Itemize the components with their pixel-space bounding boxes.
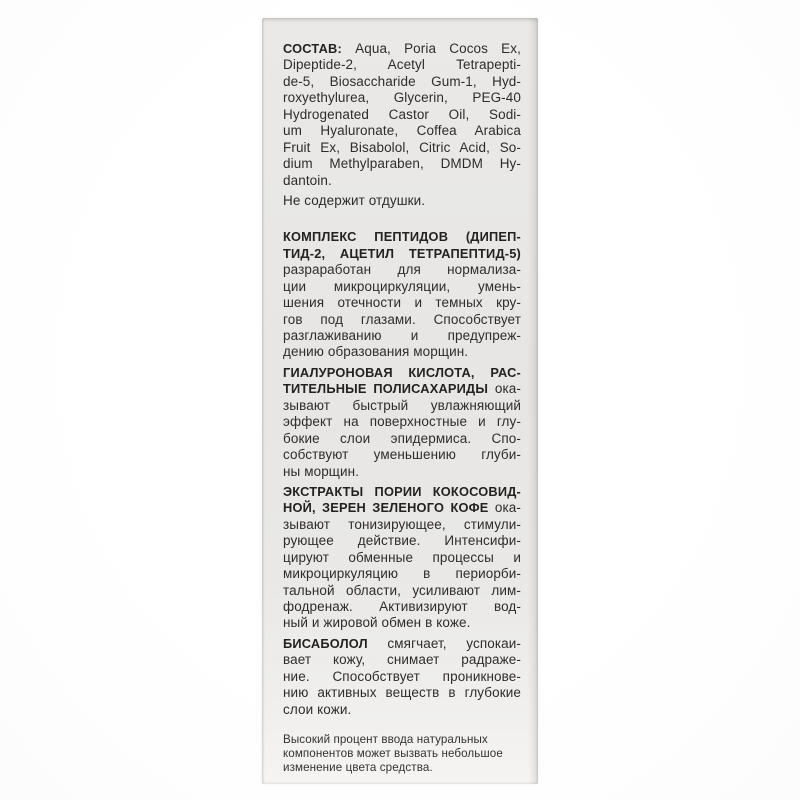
text-line xyxy=(283,344,521,360)
bold-text: СОСТАВ: xyxy=(283,41,342,56)
body-text: микроциркуляцию в периорби- xyxy=(283,566,521,582)
body-text: фодренаж. Активизируют вод- xyxy=(283,599,521,614)
text-line xyxy=(283,484,521,500)
ingredients-panel-text xyxy=(283,41,521,775)
body-text: ны морщин. xyxy=(283,463,360,479)
text-line xyxy=(283,550,521,566)
body-text: зывают тонизирующее, стимули- xyxy=(283,516,521,532)
body-text: шения отечности и темных кру- xyxy=(283,295,521,311)
body-text: цируют обменные процессы и xyxy=(283,549,521,565)
section-bisabolol xyxy=(283,636,521,718)
body-text: тальной области, усиливают лим- xyxy=(283,582,521,598)
text-line xyxy=(283,652,521,668)
footnote-line: изменение цвета средства. xyxy=(283,761,433,775)
body-text: dantoin. xyxy=(283,172,332,188)
body-text: Fruit Ex, Bisabolol, Citric Acid, So- xyxy=(283,139,521,155)
section-composition xyxy=(283,41,521,189)
bold-text: ГИАЛУРОНОВАЯ КИСЛОТА, РАС- xyxy=(283,364,521,380)
text-line xyxy=(283,156,521,172)
text-line xyxy=(283,669,521,685)
footnote-line: компонентов может вызвать небольшое xyxy=(283,747,503,761)
text-line xyxy=(283,279,521,295)
body-text: ный и жировой обмен в коже. xyxy=(283,615,471,631)
body-text: слои кожи. xyxy=(283,701,352,717)
text-line xyxy=(283,583,521,599)
text-line xyxy=(283,414,521,430)
text-line xyxy=(283,328,521,344)
text-line xyxy=(283,295,521,311)
bold-text: ТИТЕЛЬНЫЕ ПОЛИСАХАРИДЫ xyxy=(283,381,489,397)
text-line xyxy=(283,312,521,328)
text-line xyxy=(283,246,521,262)
text-line xyxy=(283,41,521,57)
body-text: ние. Способствует проникнове- xyxy=(283,668,521,684)
body-text: рующее действие. Интенсифи- xyxy=(283,533,521,549)
bold-text: КОМПЛЕКС ПЕПТИДОВ (ДИПЕП- xyxy=(283,229,521,245)
section-peptide-complex xyxy=(283,229,521,361)
footnote-line: Высокий процент ввода натуральных xyxy=(283,733,488,747)
text-line xyxy=(283,464,521,480)
body-text: эффект на поверхностные и глу- xyxy=(283,414,521,430)
body-text: de-5, Biosaccharide Gum-1, Hyd- xyxy=(283,73,521,89)
body-text: ции микроциркуляции, умень- xyxy=(283,278,521,294)
body-text: ока- xyxy=(488,381,521,397)
text-line xyxy=(283,533,521,549)
text-line xyxy=(283,566,521,582)
text-line xyxy=(283,193,521,209)
bold-text: ТИД-2, АЦЕТИЛ ТЕТРАПЕПТИД-5) xyxy=(283,245,521,261)
body-text: разраработан для нормализа- xyxy=(283,262,521,278)
body-text: разглаживанию и предупреж- xyxy=(283,328,521,343)
body-text: зывают быстрый увлажняющий xyxy=(283,397,521,413)
body-text: вает кожу, снимает радраже- xyxy=(283,652,521,668)
text-line xyxy=(283,107,521,123)
text-line xyxy=(283,173,521,189)
text-line xyxy=(283,262,521,278)
body-text: ока- xyxy=(488,500,521,516)
text-line xyxy=(283,74,521,90)
bold-text: БИСАБОЛОЛ xyxy=(283,635,368,651)
body-text: Hydrogenated Castor Oil, Sodi- xyxy=(283,106,521,122)
body-text: дению образования морщин. xyxy=(283,344,469,360)
text-line xyxy=(283,500,521,516)
body-text: нию активных веществ в глубокие xyxy=(283,685,521,701)
text-line xyxy=(283,90,521,106)
body-text: roxyethylurea, Glycerin, PEG-40 xyxy=(283,90,521,106)
body-text: um Hyaluronate, Coffea Arabica xyxy=(283,123,521,139)
body-text: Dipeptide-2, Acetyl Tetrapepti- xyxy=(283,57,521,73)
body-text: dium Methylparaben, DMDM Hy- xyxy=(283,156,521,172)
text-line xyxy=(283,615,521,631)
section-poria-coffee-extracts xyxy=(283,484,521,632)
text-line xyxy=(283,398,521,414)
body-text: смягчает, успокаи- xyxy=(367,635,521,651)
bold-text: НОЙ, ЗЕРЕН ЗЕЛЕНОГО КОФЕ xyxy=(283,500,489,516)
section-hyaluronic-acid xyxy=(283,365,521,480)
text-line xyxy=(283,702,521,718)
product-box-back-panel xyxy=(262,18,538,784)
body-text: гов под глазами. Способствует xyxy=(283,311,521,327)
text-line xyxy=(283,685,521,701)
text-line xyxy=(283,229,521,245)
text-line xyxy=(283,447,521,463)
bold-text: ЭКСТРАКТЫ ПОРИИ КОКОСОВИД- xyxy=(283,483,521,499)
body-text: Aqua, Poria Cocos Ex, xyxy=(341,41,521,56)
text-line xyxy=(283,365,521,381)
body-text: Не содержит отдушки. xyxy=(283,192,426,208)
text-line xyxy=(283,636,521,652)
text-line xyxy=(283,599,521,615)
text-line xyxy=(283,381,521,397)
text-line xyxy=(283,123,521,139)
text-line xyxy=(283,140,521,156)
section-no-fragrance xyxy=(283,193,521,209)
footnote xyxy=(283,733,521,775)
text-line xyxy=(283,57,521,73)
body-text: собствуют уменьшению глуби- xyxy=(283,447,521,463)
text-line xyxy=(283,517,521,533)
body-text: бокие слои эпидермиса. Спо- xyxy=(283,430,521,446)
text-line xyxy=(283,431,521,447)
